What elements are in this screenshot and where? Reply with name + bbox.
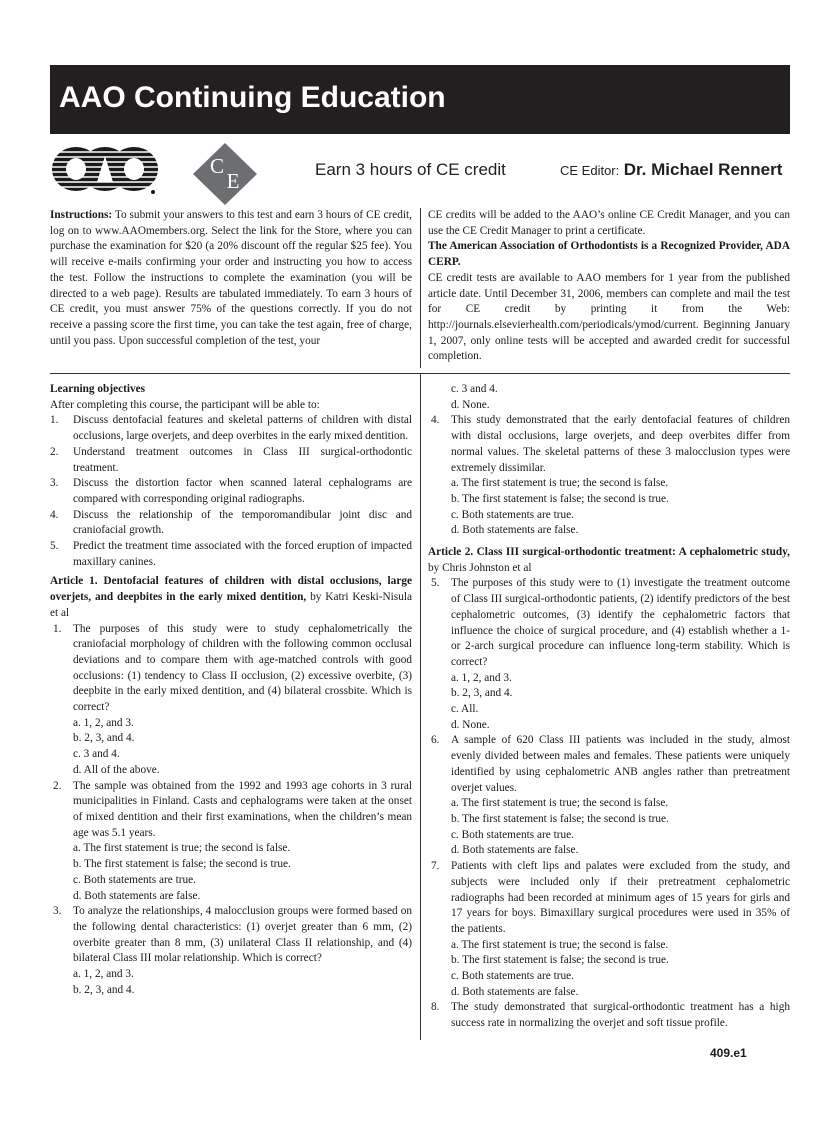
question-1: 1. The purposes of this study were to study cephalometrically the craniofacial morphology of children with the following common occlusal deviations and to compare them with age-matched controls with good occlusions: (1) tendency to Class II occlusion, (2) excessive overbite, (3) deepbite in the early mixed dentition, and (4) bilateral crossbite. Which is correct? <box>50 622 412 716</box>
answer-option[interactable]: a. 1, 2, and 3. <box>73 968 134 981</box>
instructions-credits-text: CE credits will be added to the AAO’s online CE Credit Manager, and you can use the CE Credit Manager to print a certificate. <box>428 209 790 237</box>
learning-objectives-intro: After completing this course, the participant will be able to: <box>50 398 320 411</box>
left-column <box>50 382 412 998</box>
aao-logo <box>50 142 160 196</box>
article-1-heading: Article 1. Dentofacial features of children with distal occlusions, large overjets, and deepbites in the early mixed dentition, by Katri Keski-Nisula et al <box>50 575 412 619</box>
question-text: The purposes of this study were to study cephalometrically the craniofacial morphology of children with the following common occlusal deviations and to compare them with age-matched controls with good occlusions: (1) tendency to Class II occlusion, (2) excessive overbite, (3) deepbite in the early mixed dentition, and (4) bilateral crossbite. Which is correct? <box>73 622 412 714</box>
answer-option[interactable]: b. 2, 3, and 4. <box>73 732 135 745</box>
svg-text:E: E <box>226 169 240 193</box>
ce-editor-name: Dr. Michael Rennert <box>623 160 783 179</box>
answer-option[interactable]: d. All of the above. <box>73 763 160 776</box>
question-6: 6. A sample of 620 Class III patients was included in the study, almost evenly divided between males and females. These patients were uniquely identified by using cephalometric ANB angles rather than pretreatment overjet values. <box>428 733 790 796</box>
journal-link[interactable]: http://journals.elsevierhealth.com/periodicals/ymod/current <box>428 318 696 331</box>
answer-option[interactable]: d. Both statements are false. <box>451 985 579 998</box>
answer-option[interactable]: c. 3 and 4. <box>451 383 498 395</box>
answer-option[interactable]: a. 1, 2, and 3. <box>451 671 512 684</box>
answer-option[interactable]: b. 2, 3, and 4. <box>451 687 513 700</box>
instructions-left <box>50 208 412 349</box>
question-text: The sample was obtained from the 1992 and 1993 age cohorts in 3 rural municipalities in Finland. Casts and cephalograms were taken at the onset of mixed dentition and their first examinations, when the children’s mean age was 5.1 years. <box>73 779 412 839</box>
objective-item: 2. Understand treatment outcomes in Class III surgical-orthodontic treatment. <box>50 445 412 474</box>
objective-item: 3. Discuss the distortion factor when scanned lateral cephalograms are compared with corresponding original radiographs. <box>50 477 412 505</box>
objective-item: 5. Predict the treatment time associated with the forced eruption of impacted maxillary canines. <box>50 540 412 568</box>
answer-option[interactable]: c. Both statements are true. <box>73 873 196 886</box>
answer-option[interactable]: a. The first statement is true; the second is false. <box>451 938 669 951</box>
answer-option[interactable]: d. None. <box>451 398 490 411</box>
ce-editor-label: CE Editor: <box>560 163 620 178</box>
objective-item: 4. Discuss the relationship of the temporomandibular joint disc and craniofacial growth. <box>50 508 412 537</box>
question-8: 8. The study demonstrated that surgical-orthodontic treatment has a high success rate in normalizing the overjet and soft tissue profile. <box>428 1000 790 1031</box>
page-banner-title: AAO Continuing Education <box>50 65 790 134</box>
aao-members-link[interactable]: www.AAOmembers.org <box>94 224 206 237</box>
question-text: A sample of 620 Class III patients was included in the study, almost evenly divided between males and females. These patients were uniquely identified by using cephalometric ANB angles rather than pretreatment overjet values. <box>451 734 790 794</box>
ce-logo <box>192 142 258 206</box>
question-4: 4. This study demonstrated that the early dentofacial features of children with distal occlusions, large overjets, and deep overbites differ from normal values. The skeletal patterns of these 3 malocclusion types were extremely dissimilar. <box>428 413 790 476</box>
answer-option[interactable]: a. The first statement is true; the second is false. <box>73 842 291 855</box>
question-text: The purposes of this study were to (1) investigate the treatment outcome of Class III surgical-orthodontic patients, (2) identify predictors of the best cephalometric outcomes, (3) identify the cephalometric factors that influence the choice of surgical procedure, and (4) establish whether a 1- or 2-arch surgical procedure can influence long-term stability. Which is correct? <box>451 577 790 668</box>
instructions-text-3: CE credit tests are available to AAO members for 1 year from the published article date. Until December 31, 2006, members can complete and mail the test for CE credit by printing it from the Web: <box>428 271 790 316</box>
answer-option[interactable]: d. None. <box>451 718 490 731</box>
instructions-right <box>428 208 790 365</box>
question-3: 3. To analyze the relationships, 4 malocclusion groups were formed based on the following dental characteristics: (1) overjet greater than 6 mm, (2) overbite greater than 8 mm, (3) unilateral Class II relationship, and (4) bilateral Class III molar relationship. Which is correct? <box>50 904 412 967</box>
earn-credit-text: Earn 3 hours of CE credit <box>315 160 506 179</box>
question-text: This study demonstrated that the early dentofacial features of children with distal occlusions, large overjets, and deep overbites differ from normal values. The skeletal patterns of these 3 malocclusion types were extremely dissimilar. <box>451 414 790 474</box>
answer-option[interactable]: a. The first statement is true; the second is false. <box>451 797 669 810</box>
answer-option[interactable]: c. Both statements are true. <box>451 970 574 983</box>
question-5: 5. The purposes of this study were to (1) investigate the treatment outcome of Class III surgical-orthodontic patients, (2) identify predictors of the best cephalometric outcomes, (3) identify the cephalometric factors that influence the choice of surgical procedure, and (4) establish whether a 1- or 2-arch surgical procedure can influence long-term stability. Which is correct? <box>428 576 790 670</box>
column-divider-top <box>420 208 421 368</box>
answer-option[interactable]: c. All. <box>451 703 479 716</box>
answer-option[interactable]: b. The first statement is false; the second is true. <box>451 954 669 967</box>
answer-option[interactable]: b. The first statement is false; the second is true. <box>451 812 669 825</box>
answer-option[interactable]: c. Both statements are true. <box>451 508 574 521</box>
answer-option[interactable]: b. 2, 3, and 4. <box>73 983 135 996</box>
answer-option[interactable]: c. 3 and 4. <box>73 748 120 761</box>
page-number: 409.e1 <box>710 1046 747 1060</box>
question-2: 2. The sample was obtained from the 1992 and 1993 age cohorts in 3 rural municipalities in Finland. Casts and cephalograms were taken at the onset of mixed dentition and their first examinations, when the children’s mean age was 5.1 years. <box>50 779 412 842</box>
learning-objectives-list <box>50 413 412 570</box>
answer-option[interactable]: b. The first statement is false; the second is true. <box>73 858 291 871</box>
ce-editor <box>560 160 782 180</box>
svg-text:C: C <box>209 154 225 178</box>
answer-option[interactable]: a. 1, 2, and 3. <box>73 716 134 729</box>
instructions-text-4: . Beginning January 1, 2007, only online tests will be accepted and awarded credit for successful completion. <box>428 318 790 363</box>
learning-objectives-heading: Learning objectives <box>50 383 146 395</box>
objective-item: 1. Discuss dentofacial features and skeletal patterns of children with distal occlusions, large overjets, and deep overbites in the early mixed dentition. <box>50 414 412 443</box>
question-7: 7. Patients with cleft lips and palates were excluded from the study, and subjects were included only if their pretreatment cephalometric radiographs had been recorded at minimum ages of 15 years for girls and 17 years for boys. Bimaxillary surgical procedures were used in 35% of the patients. <box>428 859 790 938</box>
answer-option[interactable]: d. Both statements are false. <box>451 524 579 537</box>
question-text: Patients with cleft lips and palates were excluded from the study, and subjects were included only if their pretreatment cephalometric radiographs had been recorded at minimum ages of 15 years for girls and 17 years for boys. Bimaxillary surgical procedures were used in 35% of the patients. <box>451 860 790 935</box>
instructions-label: Instructions: <box>50 209 113 221</box>
right-column <box>428 382 790 1032</box>
question-text: The study demonstrated that surgical-orthodontic treatment has a high success rate in normalizing the overjet and soft tissue profile. <box>451 1001 790 1030</box>
answer-option[interactable]: a. The first statement is true; the second is false. <box>451 477 669 490</box>
answer-option[interactable]: d. Both statements are false. <box>73 889 201 902</box>
instructions-text-1: To submit your answers to this test and earn 3 hours of CE credit, log on to <box>50 209 412 237</box>
column-divider-main <box>420 373 421 1040</box>
answer-option[interactable]: d. Both statements are false. <box>451 844 579 857</box>
instructions-text-2: . Select the link for the Store, where you can purchase the examination for $20 (a 20% discount off the regular $25 fee). You will receive e-mails confirming your order and instructing you how to access the test. Follow the instructions to complete the examination (you will be directed to a web page). Results are tabulated immediately. To earn 3 hours of CE credit, you must answer 75% of the questions correctly. If you do not receive a passing score the first time, you can take the test again, free of charge, until you pass. Upon successful completion of the test, your <box>50 224 412 347</box>
answer-option[interactable]: c. Both statements are true. <box>451 828 574 841</box>
answer-option[interactable]: b. The first statement is false; the second is true. <box>451 492 669 505</box>
question-text: To analyze the relationships, 4 malocclusion groups were formed based on the following dental characteristics: (1) overjet greater than 6 mm, (2) overbite greater than 8 mm, (3) unilateral Class II relationship, and (4) bilateral Class III molar relationship. Which is correct? <box>73 905 412 965</box>
article-2-heading: Article 2. Class III surgical-orthodontic treatment: A cephalometric study, by Chris Johnston et al <box>428 546 790 574</box>
ada-cerp-statement: The American Association of Orthodontists is a Recognized Provider, ADA CERP. <box>428 240 790 269</box>
